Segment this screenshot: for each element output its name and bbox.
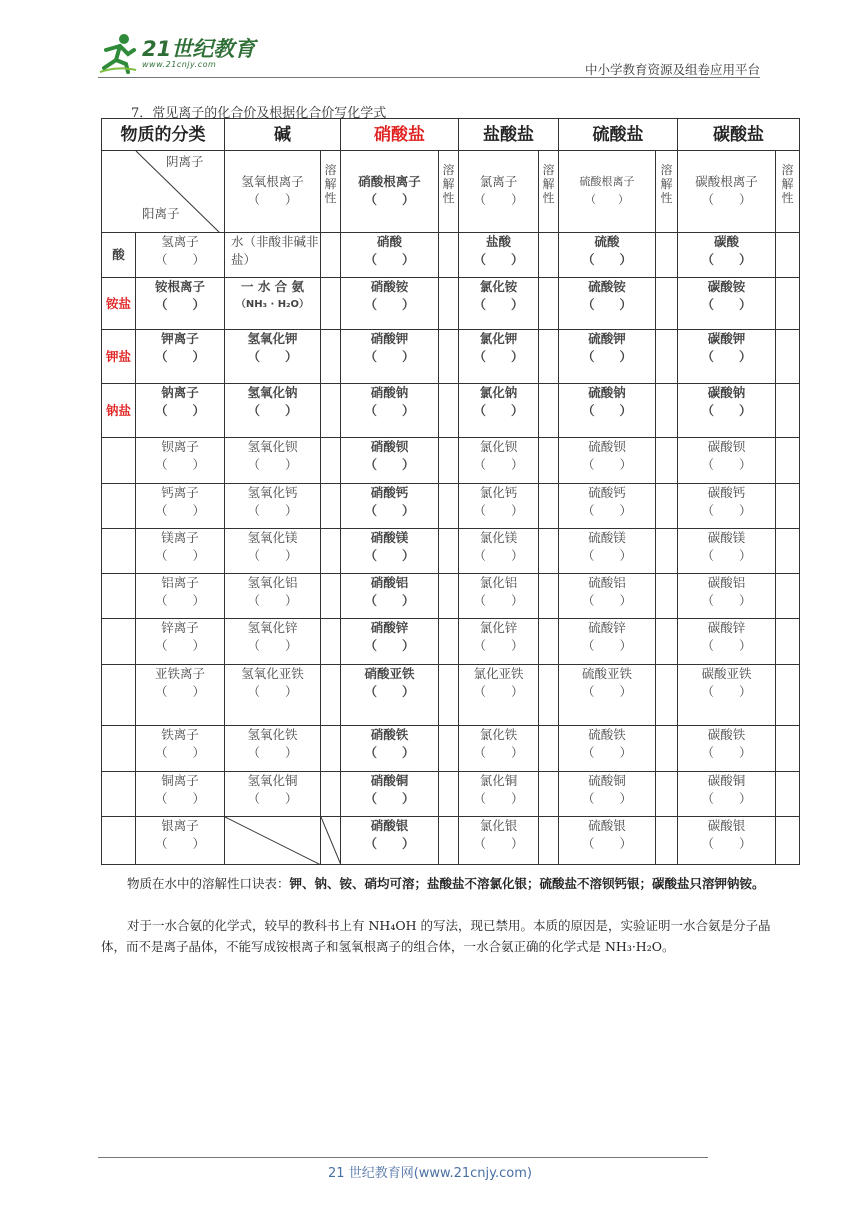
compound-nitric-acid: 硝酸 （ ） — [341, 233, 439, 278]
logo-title: 21世纪教育 — [142, 36, 256, 61]
compound-cell: 硝酸钙 （ ） — [341, 484, 439, 529]
rhyme-text: 钾、钠、铵、硝均可溶；盐酸盐不溶氯化银；硫酸盐不溶钡钙银；碳酸盐只溶钾钠铵。 — [289, 876, 765, 891]
logo-url: www.21cnjy.com — [142, 59, 217, 69]
compound-cell: 硫酸钠 （ ） — [559, 384, 656, 438]
base-cell: 氢氧化铜 （ ） — [225, 772, 321, 817]
ion-table — [101, 118, 800, 865]
compound-cell: 硝酸铵 （ ） — [341, 278, 439, 330]
solubility-rhyme — [101, 873, 791, 894]
header-chloride: 盐酸盐 — [459, 119, 559, 151]
compound-cell: 硝酸亚铁 （ ） — [341, 665, 439, 726]
header-divider — [98, 77, 760, 78]
metal-rows — [102, 438, 800, 865]
category-label: 钠盐 — [102, 384, 136, 438]
solubility-label: 溶解性 — [321, 151, 341, 233]
salt-row — [102, 330, 800, 384]
salt-row — [102, 384, 800, 438]
metal-row — [102, 619, 800, 665]
footer-divider — [98, 1157, 708, 1158]
salt-rows — [102, 278, 800, 438]
cation-cell: 铜离子 （ ） — [136, 772, 225, 817]
compound-cell: 硝酸镁 （ ） — [341, 529, 439, 574]
compound-cell: 氯化钡 （ ） — [459, 438, 539, 484]
compound-cell: 氯化铜 （ ） — [459, 772, 539, 817]
header-classification: 物质的分类 — [102, 119, 225, 151]
metal-row — [102, 772, 800, 817]
base-water: 水（非酸非碱非盐） — [225, 233, 321, 278]
compound-cell: 氯化铝 （ ） — [459, 574, 539, 619]
anion-sulfate: 硫酸根离子 （ ） — [559, 151, 656, 233]
metal-row — [102, 438, 800, 484]
compound-cell: 硝酸铁 （ ） — [341, 726, 439, 772]
compound-sulfuric-acid: 硫酸 （ ） — [559, 233, 656, 278]
salt-row — [102, 278, 800, 330]
anion-carbonate: 碳酸根离子 （ ） — [678, 151, 776, 233]
compound-cell: 氯化锌 （ ） — [459, 619, 539, 665]
compound-cell: 碳酸锌 （ ） — [678, 619, 776, 665]
anion-row — [102, 151, 800, 233]
anion-hydroxide: 氢氧根离子 （ ） — [225, 151, 321, 233]
compound-cell: 硫酸钡 （ ） — [559, 438, 656, 484]
runner-logo-icon — [98, 32, 138, 74]
compound-cell: 碳酸亚铁 （ ） — [678, 665, 776, 726]
compound-cell: 氯化铵 （ ） — [459, 278, 539, 330]
compound-cell: 硝酸钾 （ ） — [341, 330, 439, 384]
metal-row — [102, 817, 800, 865]
compound-cell: 碳酸钡 （ ） — [678, 438, 776, 484]
compound-cell: 碳酸钙 （ ） — [678, 484, 776, 529]
metal-row — [102, 529, 800, 574]
header-row — [102, 119, 800, 151]
base-cell: 氢氧化铝 （ ） — [225, 574, 321, 619]
compound-cell: 氯化钠 （ ） — [459, 384, 539, 438]
compound-cell: 硫酸铁 （ ） — [559, 726, 656, 772]
compound-cell: 硫酸锌 （ ） — [559, 619, 656, 665]
cation-cell: 铵根离子 （ ） — [136, 278, 225, 330]
metal-row — [102, 574, 800, 619]
metal-row — [102, 726, 800, 772]
cation-cell: 钠离子 （ ） — [136, 384, 225, 438]
base-cell: 氢氧化钙 （ ） — [225, 484, 321, 529]
compound-cell: 硫酸铜 （ ） — [559, 772, 656, 817]
base-cell: 一 水 合 氨 （NH₃ · H₂O） — [225, 278, 321, 330]
compound-cell: 硝酸银 （ ） — [341, 817, 439, 865]
base-cell: 氢氧化钠 （ ） — [225, 384, 321, 438]
corner-anion-label: 阴离子 — [166, 154, 204, 169]
cation-cell: 铁离子 （ ） — [136, 726, 225, 772]
compound-cell: 硫酸铵 （ ） — [559, 278, 656, 330]
compound-cell: 硫酸亚铁 （ ） — [559, 665, 656, 726]
compound-cell: 氯化亚铁 （ ） — [459, 665, 539, 726]
solubility-label: 溶解性 — [439, 151, 459, 233]
strike-diagonal — [225, 817, 321, 865]
cation-cell: 银离子 （ ） — [136, 817, 225, 865]
compound-cell: 硫酸钙 （ ） — [559, 484, 656, 529]
compound-cell: 碳酸铝 （ ） — [678, 574, 776, 619]
base-cell: 氢氧化钾 （ ） — [225, 330, 321, 384]
metal-row — [102, 665, 800, 726]
page-header — [98, 30, 760, 80]
cation-cell: 亚铁离子 （ ） — [136, 665, 225, 726]
cation-cell: 镁离子 （ ） — [136, 529, 225, 574]
corner-cation-label: 阳离子 — [142, 206, 180, 221]
compound-cell: 硝酸铜 （ ） — [341, 772, 439, 817]
compound-cell: 碳酸钾 （ ） — [678, 330, 776, 384]
compound-carbonic-acid: 碳酸 （ ） — [678, 233, 776, 278]
compound-cell: 硫酸镁 （ ） — [559, 529, 656, 574]
compound-cell: 碳酸钠 （ ） — [678, 384, 776, 438]
ion-hydrogen: 氢离子 （ ） — [136, 233, 225, 278]
footer-text: 21 世纪教育网(www.21cnjy.com) — [328, 1166, 532, 1181]
base-cell: 氢氧化锌 （ ） — [225, 619, 321, 665]
base-cell: 氢氧化镁 （ ） — [225, 529, 321, 574]
compound-cell: 氯化钾 （ ） — [459, 330, 539, 384]
compound-cell: 硫酸银 （ ） — [559, 817, 656, 865]
solubility-label: 溶解性 — [776, 151, 800, 233]
compound-cell: 碳酸铵 （ ） — [678, 278, 776, 330]
platform-name: 中小学教育资源及组卷应用平台 — [584, 62, 760, 77]
solubility-label: 溶解性 — [656, 151, 678, 233]
header-sulfate: 硫酸盐 — [559, 119, 678, 151]
compound-cell: 碳酸铜 （ ） — [678, 772, 776, 817]
compound-cell: 硫酸铝 （ ） — [559, 574, 656, 619]
base-cell: 氢氧化钡 （ ） — [225, 438, 321, 484]
section-title: 7．常见离子的化合价及根据化合价写化学式 — [131, 106, 387, 121]
category-label: 钾盐 — [102, 330, 136, 384]
compound-cell: 硫酸钾 （ ） — [559, 330, 656, 384]
ammonia-note: 对于一水合氨的化学式，较早的教科书上有 NH₄OH 的写法，现已禁用。本质的原因是，实验证明一水合氨是分子晶体，而不是离子晶体，不能写成铵根离子和氢氧根离子的组合体，一水合氨正确的化学式是 NH₃·H₂O。 — [101, 918, 771, 954]
compound-cell: 氯化钙 （ ） — [459, 484, 539, 529]
acid-row — [102, 233, 800, 278]
compound-cell: 碳酸铁 （ ） — [678, 726, 776, 772]
compound-cell: 氯化镁 （ ） — [459, 529, 539, 574]
compound-hydrochloric-acid: 盐酸 （ ） — [459, 233, 539, 278]
no-compound-cell — [321, 817, 341, 865]
cation-cell: 钾离子 （ ） — [136, 330, 225, 384]
compound-cell: 碳酸银 （ ） — [678, 817, 776, 865]
compound-cell: 硝酸锌 （ ） — [341, 619, 439, 665]
category-label: 铵盐 — [102, 278, 136, 330]
cation-cell: 钙离子 （ ） — [136, 484, 225, 529]
cation-cell: 钡离子 （ ） — [136, 438, 225, 484]
corner-cell — [102, 151, 225, 233]
compound-cell: 氯化铁 （ ） — [459, 726, 539, 772]
logo — [98, 30, 255, 76]
header-carbonate: 碳酸盐 — [678, 119, 800, 151]
compound-cell: 氯化银 （ ） — [459, 817, 539, 865]
anion-chloride: 氯离子 （ ） — [459, 151, 539, 233]
cation-cell: 铝离子 （ ） — [136, 574, 225, 619]
base-cell: 氢氧化铁 （ ） — [225, 726, 321, 772]
compound-cell: 硝酸钡 （ ） — [341, 438, 439, 484]
header-nitrate: 硝酸盐 — [341, 119, 459, 151]
category-acid: 酸 — [102, 233, 136, 278]
compound-cell: 硝酸铝 （ ） — [341, 574, 439, 619]
compound-cell: 碳酸镁 （ ） — [678, 529, 776, 574]
metal-row — [102, 484, 800, 529]
anion-nitrate: 硝酸根离子 （ ） — [341, 151, 439, 233]
solubility-label: 溶解性 — [539, 151, 559, 233]
compound-cell: 硝酸钠 （ ） — [341, 384, 439, 438]
header-base: 碱 — [225, 119, 341, 151]
rhyme-lead: 物质在水中的溶解性口诀表： — [127, 876, 290, 891]
strike-diagonal — [321, 817, 341, 865]
base-cell: 氢氧化亚铁 （ ） — [225, 665, 321, 726]
cation-cell: 锌离子 （ ） — [136, 619, 225, 665]
no-compound-cell — [225, 817, 321, 865]
